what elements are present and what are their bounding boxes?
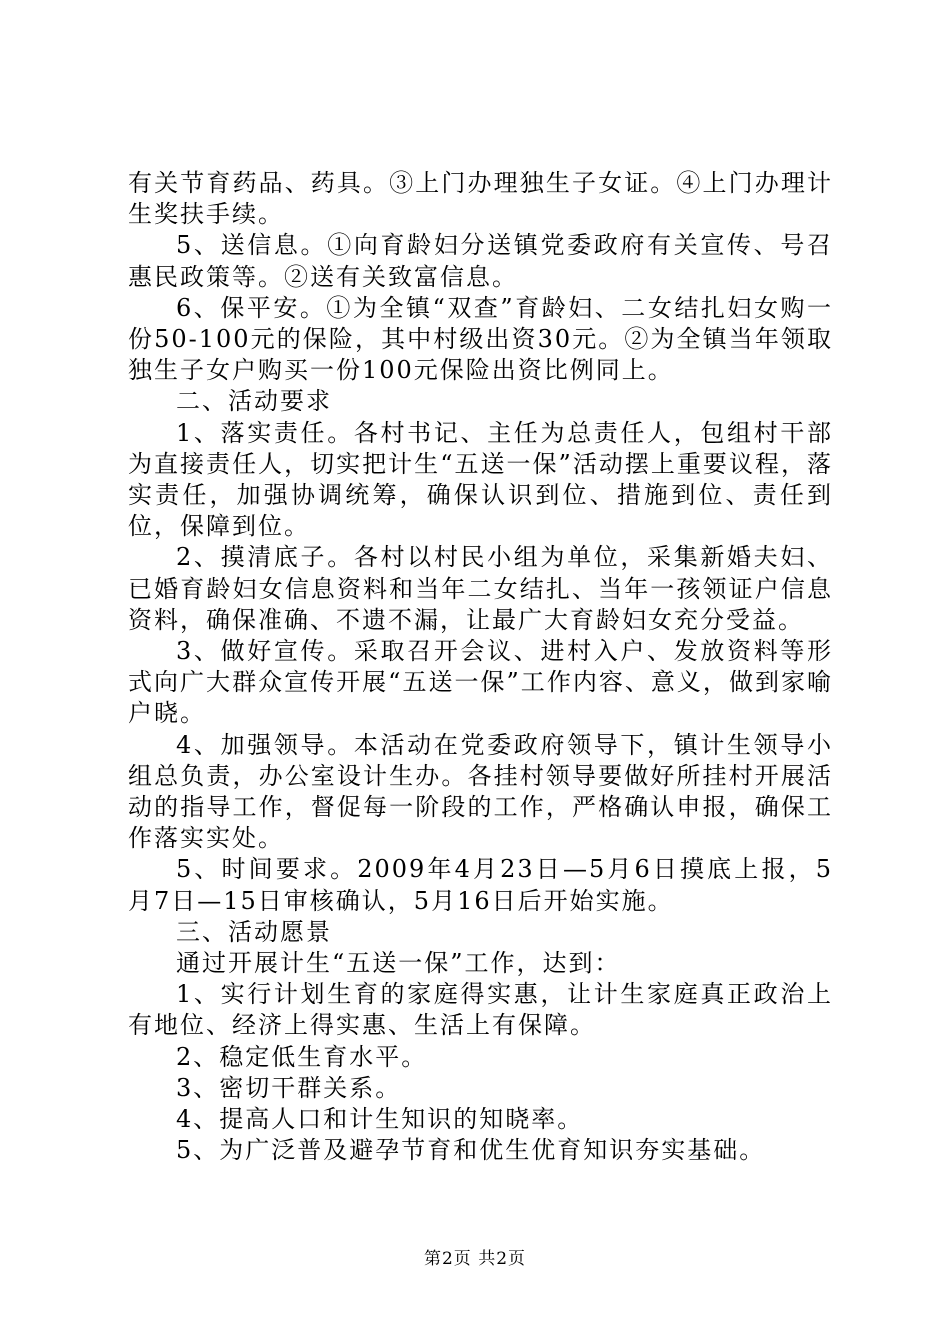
list-item-vision-4: 4、提高人口和计生知识的知晓率。: [176, 1105, 584, 1134]
paragraph-publicity: 3、做好宣传。采取召开会议、进村入户、发放资料等形式向广大群众宣传开展“五送一保”工作内容、意义，做到家喻户晓。: [128, 637, 833, 728]
document-body: [128, 168, 833, 1167]
paragraph-vision-intro: 通过开展计生“五送一保”工作，达到：: [176, 949, 621, 978]
paragraph-safety: 6、保平安。①为全镇“双查”育龄妇、二女结扎妇女购一份50-100元的保险，其中村级出资30元。②为全镇当年领取独生子女户购买一份100元保险出资比例同上。: [128, 293, 833, 385]
list-item-vision-3: 3、密切干群关系。: [176, 1073, 402, 1102]
paragraph-schedule: 5、时间要求。2009年4月23日—5月6日摸底上报，5月7日—15日审核确认，5月16日后开始实施。: [128, 855, 833, 915]
page-number-footer: 第2页 共2页: [423, 1249, 527, 1269]
list-item-vision-2: 2、稳定低生育水平。: [176, 1042, 428, 1071]
paragraph-send-info: 5、送信息。①向育龄妇分送镇党委政府有关宣传、号召惠民政策等。②送有关致富信息。: [128, 231, 833, 291]
paragraph-responsibility: 1、落实责任。各村书记、主任为总责任人，包组村干部为直接责任人，切实把计生“五送一保”活动摆上重要议程，落实责任，加强协调统筹，确保认识到位、措施到位、责任到位，保障到位。: [128, 418, 833, 541]
paragraph-continuation: 有关节育药品、药具。③上门办理独生子女证。④上门办理计生奖扶手续。: [128, 169, 833, 229]
paragraph-survey: 2、摸清底子。各村以村民小组为单位，采集新婚夫妇、已婚育龄妇女信息资料和当年二女结扎、当年一孩领证户信息资料，确保准确、不遗不漏，让最广大育龄妇女充分受益。: [128, 543, 833, 634]
paragraph-leadership: 4、加强领导。本活动在党委政府领导下，镇计生领导小组总负责，办公室设计生办。各挂村领导要做好所挂村开展活动的指导工作，督促每一阶段的工作，严格确认申报，确保工作落实实处。: [128, 730, 833, 853]
list-item-vision-1: 1、实行计划生育的家庭得实惠，让计生家庭真正政治上有地位、经济上得实惠、生活上有保障。: [128, 980, 833, 1040]
section-heading-vision: 三、活动愿景: [176, 917, 332, 946]
list-item-vision-5: 5、为广泛普及避孕节育和优生优育知识夯实基础。: [176, 1136, 766, 1165]
section-heading-requirements: 二、活动要求: [176, 387, 332, 416]
